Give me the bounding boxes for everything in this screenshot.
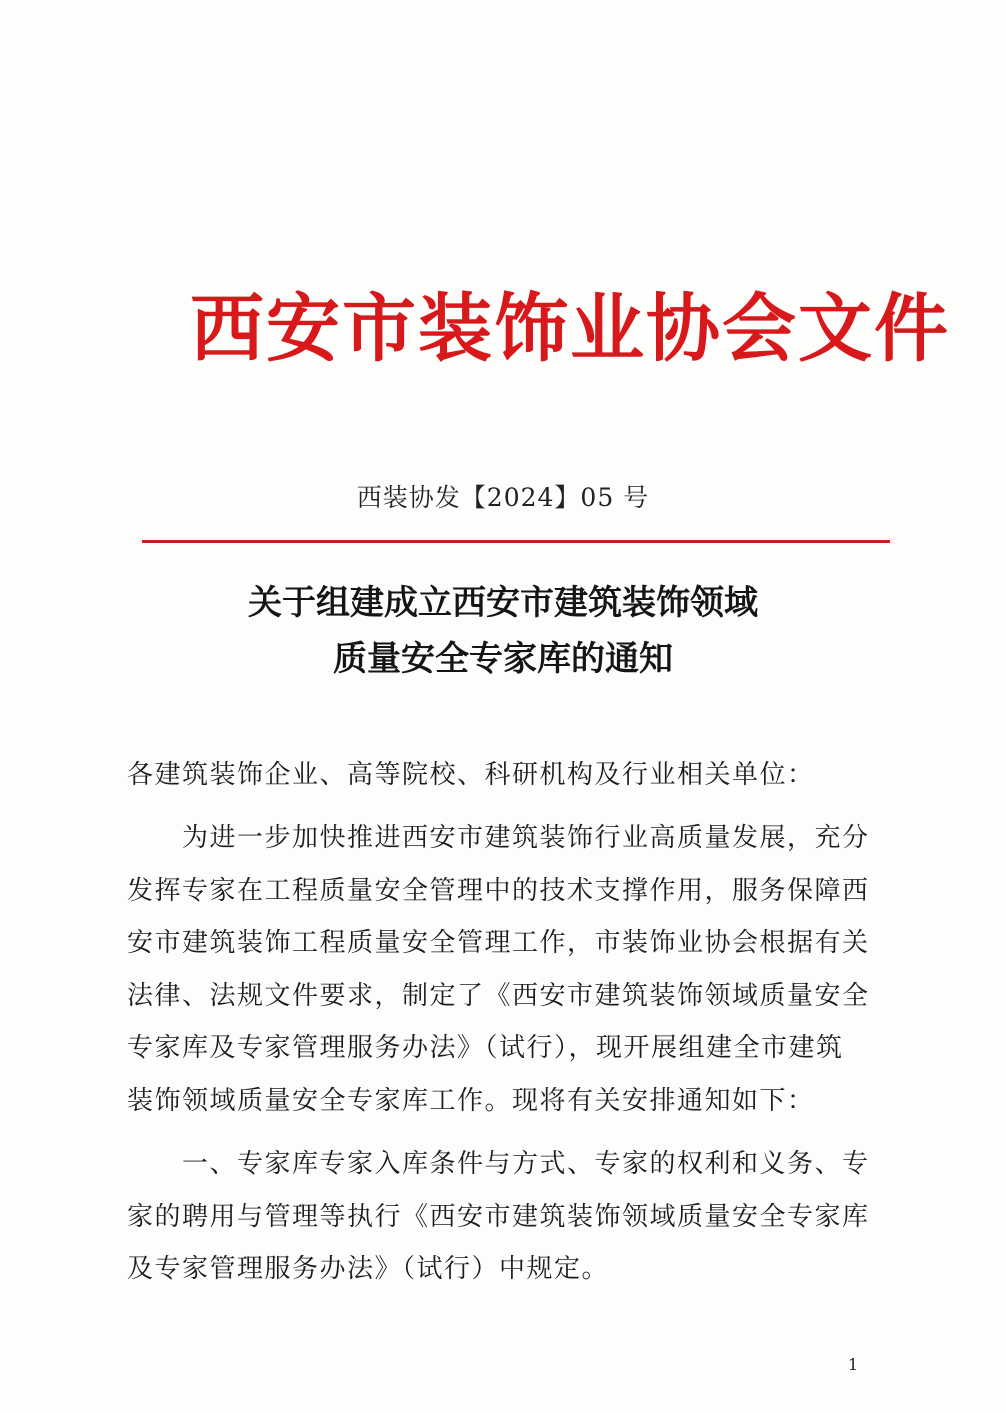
document-number: 西装协发【2024】05 号 [356,483,650,512]
page-number: 1 [848,1355,859,1374]
notice-title [0,575,1006,687]
notice-title-line-1: 关于组建成立西安市建筑装饰领域 [248,583,758,623]
salutation: 各建筑装饰企业、高等院校、科研机构及行业相关单位： [127,760,815,790]
paragraph-2 [127,1138,870,1296]
paragraph-2-line: 一、专家库专家入库条件与方式、专家的权利和义务、专 [182,1149,870,1179]
paragraph-1-line: 法律、法规文件要求，制定了《西安市建筑装饰领域质量安全 [127,980,870,1011]
paragraph-1-line: 为进一步加快推进西安市建筑装饰行业高质量发展，充分 [182,823,870,853]
paragraph-1 [127,812,870,1127]
red-divider-line [142,540,890,543]
paragraph-1-line: 装饰领域质量安全专家库工作。现将有关安排通知如下： [127,1085,815,1116]
paragraph-2-line: 家的聘用与管理等执行《西安市建筑装饰领域质量安全专家库 [127,1201,870,1232]
issuer-header-title: 西安市装饰业协会文件 [190,286,950,372]
notice-title-line-2: 质量安全专家库的通知 [333,639,673,679]
paragraph-1-line: 专家库及专家管理服务办法》（试行），现开展组建全市建筑 [127,1033,844,1063]
paragraph-1-line: 安市建筑装饰工程质量安全管理工作，市装饰业协会根据有关 [127,928,870,958]
paragraph-2-line: 及专家管理服务办法》（试行）中规定。 [127,1254,610,1284]
paragraph-1-line: 发挥专家在工程质量安全管理中的技术支撑作用，服务保障西 [127,875,870,906]
